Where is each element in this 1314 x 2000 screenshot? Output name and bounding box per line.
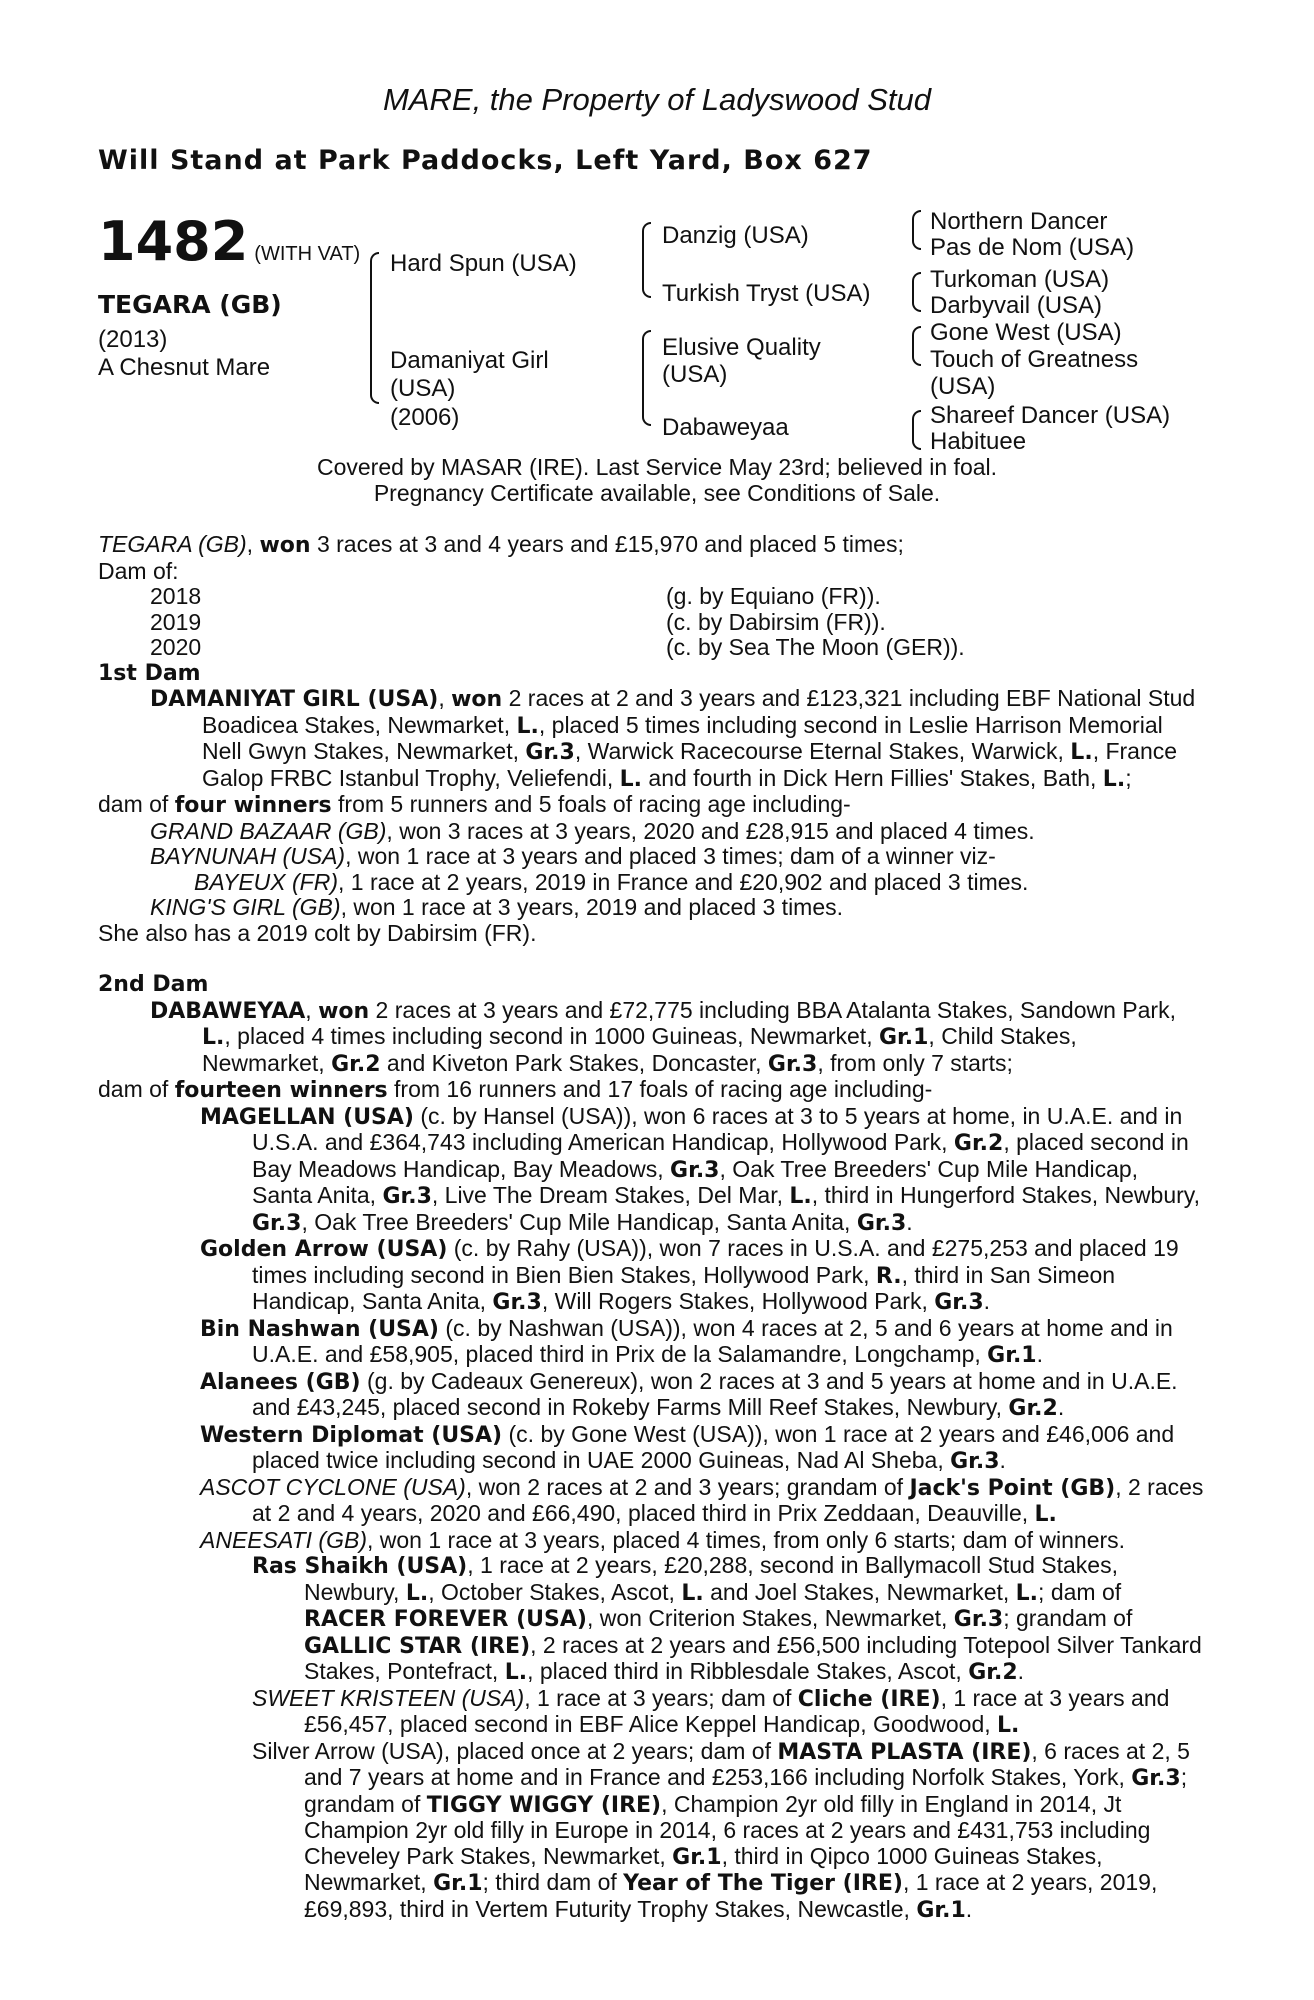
- pedigree-dsd-line1: Touch of Greatness: [930, 346, 1139, 373]
- list-item: Alanees (GB) (g. by Cadeaux Genereux), won 2 races at 3 and 5 years at home and in U.A.E. and £43,245, placed second in Rokeby Farms Mill Reef Stakes, Newbury, Gr.2.: [200, 1367, 1178, 1421]
- lot-vat: (WITH VAT): [254, 243, 361, 265]
- second-dam-dam-of: dam of fourteen winners from 16 runners and 17 foals of racing age including-: [98, 1076, 933, 1103]
- pedigree-ds-line2: (USA): [662, 361, 728, 388]
- list-item: Golden Arrow (USA) (c. by Rahy (USA)), won 7 races in U.S.A. and £275,253 and placed 19 times including second in Bien Bien Stakes, Hollywood Park, R., third in San Simeon Handicap, Santa Anita, Gr.3, Will Rogers Stakes, Hollywood Park, Gr.3.: [200, 1235, 1179, 1315]
- stand-location: Will Stand at Park Paddocks, Left Yard, Box 627: [98, 145, 873, 176]
- pedigree-ssd: Pas de Nom (USA): [930, 234, 1135, 261]
- list-item: Silver Arrow (USA), placed once at 2 years; dam of MASTA PLASTA (IRE), 6 races at 2, 5 and 7 years at home and in France and £253,166 including Norfolk Stakes, York, Gr.3; grandam of TIGGY WIGGY (IRE), Champion 2yr old filly in England in 2014, Jt Champion 2yr old filly in Europe in 2014, 6 races at 2 years and £431,753 including Cheveley Park Stakes, Newmarket, Gr.1, third in Qipco 1000 Guineas Stakes, Newmarket, Gr.1; third dam of Year of The Tiger (IRE), 1 race at 2 years, 2019, £69,893, third in Vertem Futurity Trophy Stakes, Newcastle, Gr.1.: [252, 1737, 1190, 1923]
- pedigree-ddd: Habituee: [930, 428, 1027, 455]
- covered-note: Covered by MASAR (IRE). Last Service May 23rd; believed in foal.: [316, 454, 998, 480]
- list-item: Western Diplomat (USA) (c. by Gone West (USA)), won 1 race at 2 years and £46,006 and placed twice including second in UAE 2000 Guineas, Nad Al Sheba, Gr.3.: [200, 1420, 1175, 1474]
- pedigree-brace-4: [912, 210, 921, 250]
- pedigree-ds-line1: Elusive Quality: [662, 334, 821, 361]
- horse-name: TEGARA (GB): [98, 290, 282, 319]
- pedigree-brace-7: [912, 410, 921, 450]
- list-item: ASCOT CYCLONE (USA), won 2 races at 2 and 3 years; grandam of Jack's Point (GB), 2 races at 2 and 4 years, 2020 and £66,490, placed third in Prix Zeddaan, Deauville, L.: [200, 1473, 1204, 1527]
- list-item: 2019 (c. by Dabirsim (FR)).: [150, 608, 886, 635]
- lot-number: 1482: [98, 210, 249, 273]
- pedigree-sss: Northern Dancer: [930, 208, 1108, 235]
- horse-year: (2013): [98, 326, 168, 353]
- list-item: Bin Nashwan (USA) (c. by Nashwan (USA)), won 4 races at 2, 5 and 6 years at home and in U.A.E. and £58,905, placed third in Prix de la Salamandre, Longchamp, Gr.1.: [200, 1314, 1173, 1368]
- list-item: 2020 (c. by Sea The Moon (GER)).: [150, 634, 965, 660]
- pedigree-sds: Turkoman (USA): [930, 266, 1110, 293]
- produce-section: [98, 532, 1204, 1923]
- first-dam-also: She also has a 2019 colt by Dabirsim (FR).: [98, 919, 537, 946]
- pedigree-dam-line1: Damaniyat Girl: [390, 347, 549, 374]
- first-dam-dam-of: dam of four winners from 5 runners and 5 foals of racing age including-: [98, 791, 851, 818]
- list-item: SWEET KRISTEEN (USA), 1 race at 3 years; dam of Cliche (IRE), 1 race at 3 years and £56,457, placed second in EBF Alice Keppel Handicap, Goodwood, L.: [252, 1684, 1170, 1738]
- lot-block: [98, 210, 360, 273]
- pedigree-brace-2: [642, 222, 651, 298]
- pedigree-brace-5: [912, 272, 921, 312]
- pedigree-sdd: Darbyvail (USA): [930, 292, 1103, 319]
- list-item: KING'S GIRL (GB), won 1 race at 3 years, 2019 and placed 3 times.: [150, 894, 844, 920]
- horse-description: A Chesnut Mare: [98, 354, 271, 381]
- list-item: GRAND BAZAAR (GB), won 3 races at 3 years, 2020 and £28,915 and placed 4 times.: [150, 817, 1035, 844]
- dam-of-label: Dam of:: [98, 557, 179, 584]
- pedigree-sd: Turkish Tryst (USA): [662, 280, 871, 307]
- pedigree-dds: Shareef Dancer (USA): [930, 402, 1171, 429]
- list-item: BAYEUX (FR), 1 race at 2 years, 2019 in France and £20,902 and placed 3 times.: [194, 868, 1029, 895]
- pedigree-dam-line2: (USA): [390, 375, 456, 402]
- pedigree-brace-3: [642, 330, 651, 426]
- pedigree-dd: Dabaweyaa: [662, 414, 789, 441]
- list-item: BAYNUNAH (USA), won 1 race at 3 years and placed 3 times; dam of a winner viz-: [150, 843, 996, 869]
- pedigree-brace-1: [370, 252, 379, 404]
- first-dam-heading: 1st Dam: [98, 660, 201, 686]
- produce-intro: TEGARA (GB), won 3 races at 3 and 4 years and £15,970 and placed 5 times;: [98, 531, 904, 558]
- second-dam-record: DABAWEYAA, won 2 races at 3 years and £72,775 including BBA Atalanta Stakes, Sandown Park, L., placed 4 times including second in 1000 Guineas, Newmarket, Gr.1, Child Stakes, Newmarket, Gr.2 and Kiveton Park Stakes, Doncaster, Gr.3, from only 7 starts;: [150, 996, 1176, 1077]
- pedigree-ss: Danzig (USA): [662, 222, 809, 249]
- page-title: MARE, the Property of Ladyswood Stud: [383, 82, 931, 117]
- pedigree-dsd-line2: (USA): [930, 373, 996, 400]
- list-item: MAGELLAN (USA) (c. by Hansel (USA)), won 6 races at 3 to 5 years at home, in U.A.E. and in U.S.A. and £364,743 including American Handicap, Hollywood Park, Gr.2, placed second in Bay Meadows Handicap, Bay Meadows, Gr.3, Oak Tree Breeders' Cup Mile Handicap, Santa Anita, Gr.3, Live The Dream Stakes, Del Mar, L., third in Hungerford Stakes, Newbury, Gr.3, Oak Tree Breeders' Cup Mile Handicap, Santa Anita, Gr.3.: [200, 1102, 1200, 1236]
- second-dam-heading: 2nd Dam: [98, 972, 209, 997]
- list-item: ANEESATI (GB), won 1 race at 3 years, placed 4 times, from only 6 starts; dam of winners.: [200, 1526, 1126, 1553]
- first-dam-record: DAMANIYAT GIRL (USA), won 2 races at 2 and 3 years and £123,321 including EBF National Stud Boadicea Stakes, Newmarket, L., placed 5 times including second in Leslie Harrison Memorial Nell Gwyn Stakes, Newmarket, Gr.3, Warwick Racecourse Eternal Stakes, Warwick, L., France Galop FRBC Istanbul Trophy, Veliefendi, L. and fourth in Dick Hern Fillies' Stakes, Bath, L.;: [150, 685, 1196, 792]
- pedigree-dam-year: (2006): [390, 404, 460, 431]
- pregnancy-note: Pregnancy Certificate available, see Conditions of Sale.: [373, 480, 941, 506]
- pedigree-brace-6: [912, 326, 921, 366]
- pedigree-dss: Gone West (USA): [930, 319, 1122, 346]
- list-item: Ras Shaikh (USA), 1 race at 2 years, £20,288, second in Ballymacoll Stud Stakes, Newbury, L., October Stakes, Ascot, L. and Joel Stakes, Newmarket, L.; dam of RACER FOREVER (USA), won Criterion Stakes, Newmarket, Gr.3; grandam of GALLIC STAR (IRE), 2 races at 2 years and £56,500 including Totepool Silver Tankard Stakes, Pontefract, L., placed third in Ribblesdale Stakes, Ascot, Gr.2.: [252, 1552, 1202, 1685]
- pedigree-sire: Hard Spun (USA): [390, 250, 577, 277]
- list-item: 2018 (g. by Equiano (FR)).: [150, 583, 881, 609]
